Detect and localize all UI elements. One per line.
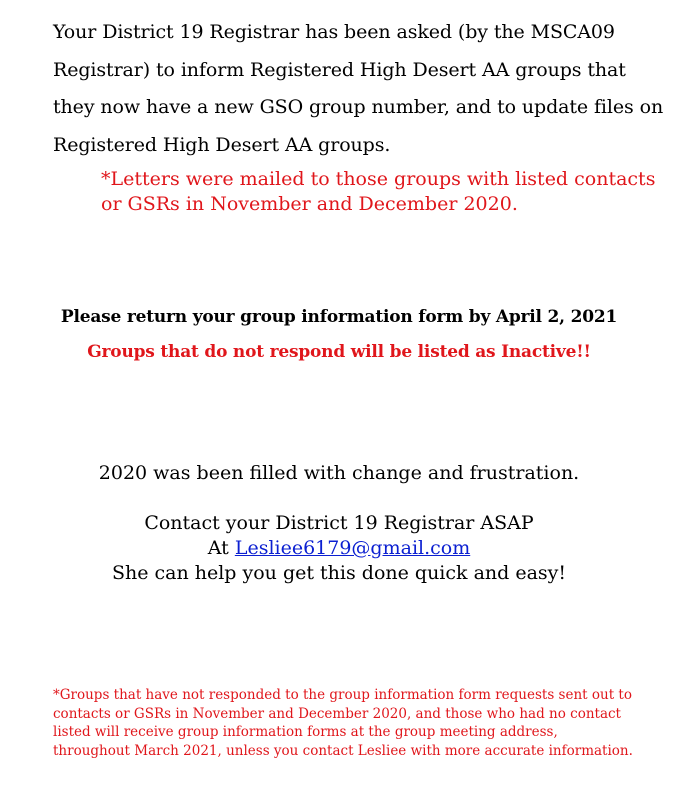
footnote-line: listed will receive group information forms at the group meeting address, xyxy=(53,724,558,740)
contact-email-line xyxy=(0,536,678,561)
contact-help-line: She can help you get this done quick and easy! xyxy=(111,562,567,584)
footnote xyxy=(53,686,653,760)
footnote-line: contacts or GSRs in November and December 2020, and those who had no contact xyxy=(53,705,621,722)
intro-line: Registrar) to inform Registered High Desert AA groups that xyxy=(53,58,626,81)
contact-block xyxy=(0,511,678,586)
footnote-line: *Groups that have not responded to the group information form requests sent out to xyxy=(53,687,632,703)
inactive-warning: Groups that do not respond will be listed as Inactive!! xyxy=(87,342,591,362)
contact-line: Contact your District 19 Registrar ASAP xyxy=(144,512,534,534)
intro-line: Your District 19 Registrar has been asked (by the MSCA09 xyxy=(53,21,615,43)
registrar-email-link[interactable]: Lesliee6179@gmail.com xyxy=(234,537,471,559)
intro-paragraph xyxy=(53,14,664,164)
return-deadline: Please return your group information form by April 2, 2021 xyxy=(60,307,618,327)
letters-mailed-note xyxy=(101,167,661,217)
footnote-line: throughout March 2021, unless you contact Lesliee with more accurate information. xyxy=(53,742,633,759)
contact-at-prefix: At xyxy=(207,537,235,559)
letters-note-line: or GSRs in November and December 2020. xyxy=(101,193,518,215)
letters-note-line: *Letters were mailed to those groups with listed contacts xyxy=(101,168,656,190)
intro-line: Registered High Desert AA groups. xyxy=(53,133,391,156)
intro-line: they now have a new GSO group number, and to update files on xyxy=(53,96,664,118)
change-note: 2020 was been filled with change and frustration. xyxy=(98,462,580,484)
